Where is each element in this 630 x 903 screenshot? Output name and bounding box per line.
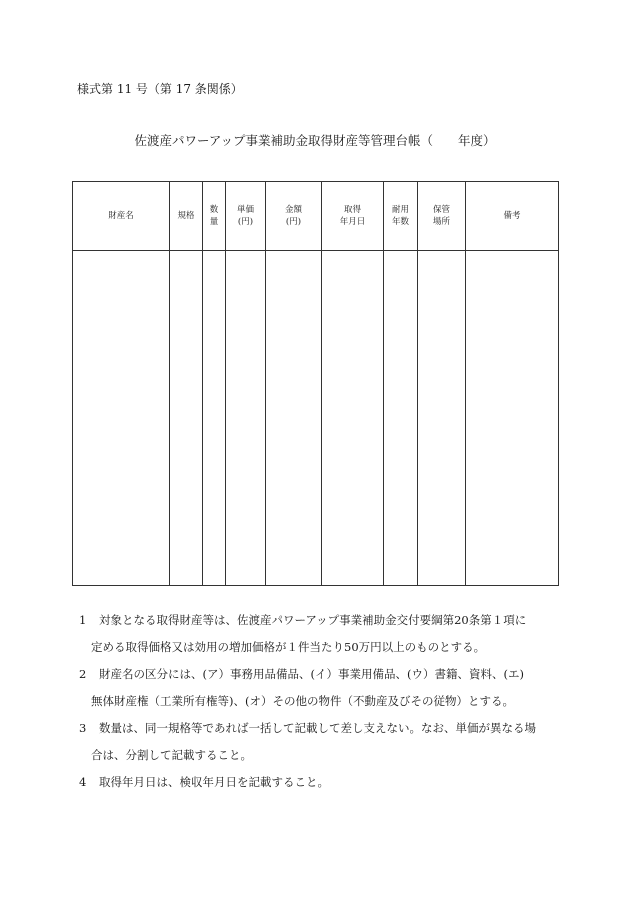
- table-cell-spec: [170, 251, 203, 586]
- note-3-line-2: [91, 747, 252, 763]
- column-header-label: 規格: [177, 211, 195, 221]
- note-number: 1: [79, 613, 87, 627]
- note-2-line-2: [91, 693, 514, 709]
- note-text: 数量は、同一規格等であれば一括して記載して差し支えない。なお、単価が異なる場: [99, 721, 536, 735]
- column-header-label: 年月日: [339, 217, 366, 227]
- table-cell-unit-price: [226, 251, 266, 586]
- note-text: 取得年月日は、検収年月日を記載すること。: [99, 775, 329, 789]
- note-text: 合は、分割して記載すること。: [91, 748, 252, 762]
- column-header-label: 場所: [432, 217, 450, 227]
- column-header-label: 量: [209, 217, 219, 227]
- form-number: 様式第 11 号（第 17 条関係）: [77, 82, 243, 96]
- column-header-label: 単価: [236, 205, 254, 215]
- note-text: 対象となる取得財産等は、佐渡産パワーアップ事業補助金交付要綱第20条第１項に: [99, 613, 527, 627]
- column-header-label: (円): [237, 217, 254, 227]
- asset-ledger-table: [72, 181, 559, 586]
- table-cell-useful-life: [384, 251, 418, 586]
- column-header-spec: [170, 182, 203, 251]
- table-row: [73, 251, 559, 586]
- column-header-label: 年数: [391, 217, 409, 227]
- column-header-label: 耐用: [391, 205, 409, 215]
- column-header-unit-price: [226, 182, 266, 251]
- note-text: 無体財産権（工業所有権等)、(オ）その他の物件（不動産及びその従物）とする。: [91, 694, 514, 708]
- table-header-row: [73, 182, 559, 251]
- table-cell-remarks: [466, 251, 559, 586]
- note-2-line-1: [79, 666, 524, 682]
- note-text: 定める取得価格又は効用の増加価格が１件当たり50万円以上のものとする。: [91, 640, 486, 654]
- table-cell-acquisition-date: [322, 251, 384, 586]
- note-number: 2: [79, 667, 87, 681]
- column-header-amount: [266, 182, 322, 251]
- note-1-line-1: [79, 612, 526, 628]
- note-1-line-2: [91, 639, 485, 655]
- page-title: 佐渡産パワーアップ事業補助金取得財産等管理台帳（ 年度）: [134, 133, 496, 148]
- table-cell-storage-location: [418, 251, 466, 586]
- column-header-acquisition-date: [322, 182, 384, 251]
- note-4-line-1: [79, 774, 329, 790]
- note-number: 3: [79, 721, 87, 735]
- column-header-quantity: [203, 182, 226, 251]
- column-header-useful-life: [384, 182, 418, 251]
- table-cell-quantity: [203, 251, 226, 586]
- column-header-label: 金額: [284, 205, 302, 215]
- column-header-label: 数: [209, 205, 219, 215]
- column-header-label: 保管: [432, 205, 450, 215]
- table-cell-asset-name: [73, 251, 170, 586]
- column-header-label: 備考: [503, 211, 521, 221]
- table-cell-amount: [266, 251, 322, 586]
- column-header-label: (円): [285, 217, 302, 227]
- column-header-remarks: [466, 182, 559, 251]
- note-number: 4: [79, 775, 87, 789]
- column-header-storage-location: [418, 182, 466, 251]
- note-text: 財産名の区分には、(ア）事務用品備品、(イ）事業用備品、(ウ）書籍、資料、(エ): [99, 667, 524, 681]
- column-header-label: 取得: [343, 205, 361, 215]
- column-header-asset-name: [73, 182, 170, 251]
- note-3-line-1: [79, 720, 536, 736]
- column-header-label: 財産名: [108, 211, 134, 221]
